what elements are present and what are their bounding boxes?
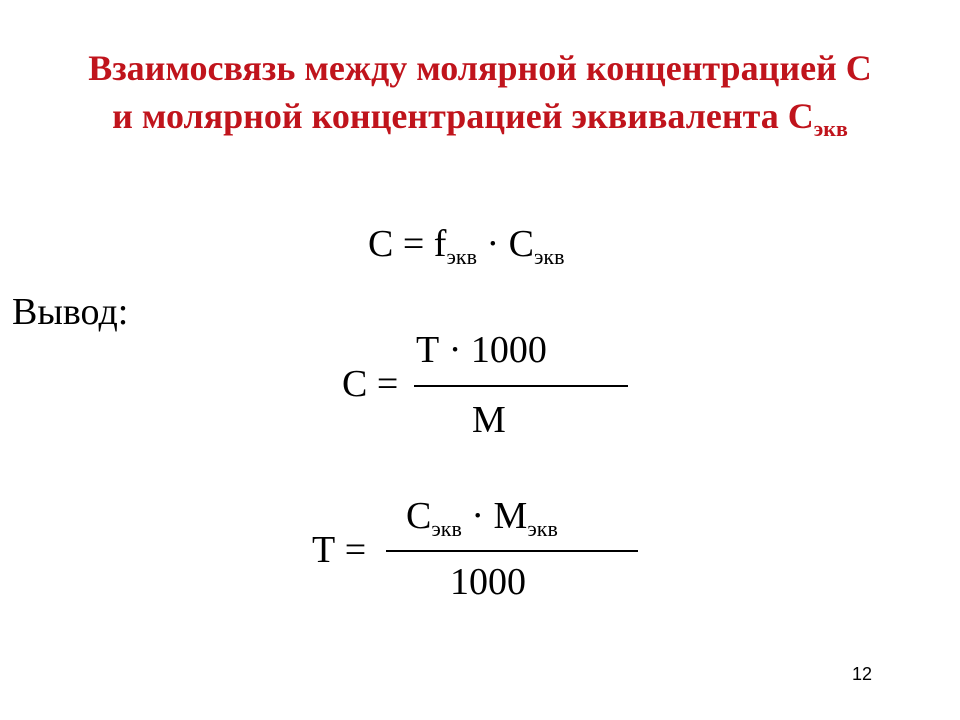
formula3-num-c: С bbox=[406, 495, 432, 537]
formula2-denominator: М bbox=[472, 399, 506, 441]
formula1-sub2: экв bbox=[533, 244, 565, 269]
title-line-2-subscript: экв bbox=[813, 116, 848, 141]
formula3-lhs: Т = bbox=[312, 529, 367, 571]
formula3-num-mid: · М bbox=[461, 495, 528, 537]
page-number: 12 bbox=[852, 664, 873, 684]
formula-c-equals-f-cekv bbox=[368, 222, 565, 269]
formula2-lhs: С = bbox=[342, 363, 399, 405]
formula1-lhs: С = f bbox=[368, 223, 447, 265]
title-line-2-text: и молярной концентрацией эквивалента С bbox=[112, 96, 814, 136]
formula2-fraction-line bbox=[414, 385, 628, 387]
formula3-denominator: 1000 bbox=[450, 561, 526, 603]
formula1-mid: · С bbox=[476, 223, 534, 265]
formula1-sub1: экв bbox=[446, 244, 477, 269]
slide-title bbox=[0, 44, 960, 153]
formula3-num-c-sub: экв bbox=[431, 516, 462, 541]
title-line-2 bbox=[0, 92, 960, 153]
formula3-num-m-sub: экв bbox=[527, 516, 558, 541]
formula3-fraction-line bbox=[386, 550, 638, 552]
formula3-numerator bbox=[406, 494, 558, 541]
title-line-1: Взаимосвязь между молярной концентрацией С bbox=[88, 48, 872, 88]
formula2-numerator: Т · 1000 bbox=[416, 329, 547, 371]
conclusion-label: Вывод: bbox=[12, 291, 129, 333]
